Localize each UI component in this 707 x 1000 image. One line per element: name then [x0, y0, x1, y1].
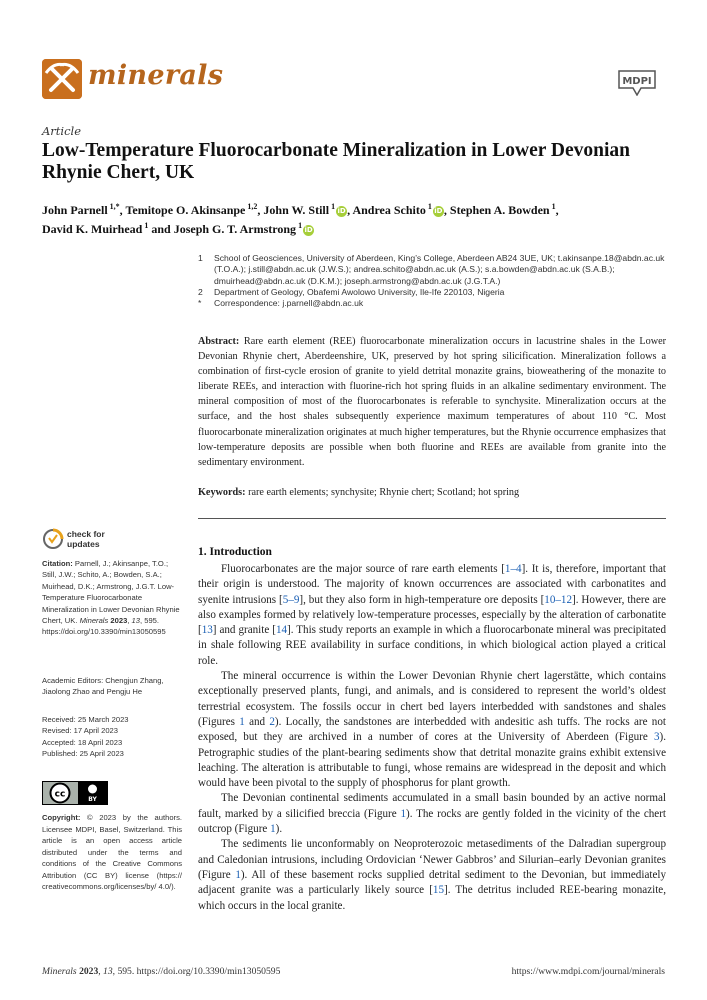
body-text: ). The rocks are gently folded in the vicinity of the chert outcrop (Figure: [198, 807, 666, 836]
author-separator: ,: [119, 203, 126, 217]
author-name: Joseph G. T. Armstrong: [173, 222, 297, 236]
body-text: ). Locally, the sandstones are interbedded with andesitic ash tuffs. The rocks are not exposed, but they are archived in a number of cores at the University of Aberdeen (Figure: [198, 715, 666, 744]
affiliation-item: [198, 298, 668, 309]
abstract: [198, 334, 666, 470]
body-text: Fluorocarbonates are the major source of rare earth elements [: [221, 563, 505, 575]
author-affiliation-marker: 1: [142, 221, 149, 230]
affiliation-text: Department of Geology, Obafemi Awolowo University, Ile-Ife 220103, Nigeria: [214, 286, 505, 297]
affiliation-item: [198, 287, 668, 298]
body-paragraph: [198, 562, 666, 669]
reference-link[interactable]: 13: [201, 624, 213, 637]
journal-logo: [42, 59, 82, 99]
reference-link[interactable]: 1: [239, 715, 245, 728]
keywords-text: rare earth elements; synchysite; Rhynie chert; Scotland; hot spring: [248, 487, 520, 498]
footer-journal: Minerals: [42, 966, 77, 977]
body-text: The sediments lie unconformably on Neoproterozoic metasediments of the Dalradian supergroup and Caledonian intrusions, including Ordovician ‘Newer Gabbros’ and Silurian–early Devonian granites (Figure: [198, 838, 666, 881]
check-updates-line1: check for: [67, 529, 105, 539]
orcid-icon[interactable]: iD: [304, 226, 313, 234]
author-separator: and: [148, 222, 174, 236]
author-separator: ,: [257, 203, 264, 217]
reference-link[interactable]: 1: [400, 807, 407, 820]
citation-year: 2023: [110, 616, 128, 626]
footer-journal-url[interactable]: https://www.mdpi.com/journal/minerals: [511, 966, 665, 977]
footer-citation: Minerals 2023, 13, 595. https://doi.org/10.3390/min13050595: [42, 966, 281, 977]
affiliation-number: 2: [198, 286, 203, 297]
date-line: Accepted: 18 April 2023: [42, 737, 123, 747]
body-paragraph: [198, 837, 666, 913]
article-type: Article: [42, 124, 82, 138]
date-line: Revised: 17 April 2023: [42, 726, 118, 736]
cc-by-license-badge[interactable]: [42, 781, 108, 805]
affiliation-number: *: [198, 298, 202, 309]
body-text: ). Petrographic studies of the plant-bearing sediments show that detrital monazite grains exhibit extensive leaching. The alteration is attributable to fungi, whose remains are widespread in the deposit and which would have been pivotal to the supply of phosphorus for plant growth.: [198, 731, 666, 790]
body-text: ] and granite [: [212, 624, 276, 637]
affiliation-text: Correspondence: j.parnell@abdn.ac.uk: [214, 298, 364, 309]
author-name: David K. Muirhead: [42, 222, 143, 236]
body-text: The mineral occurrence is within the Lower Devonian Rhynie chert lagerstätte, which contains exceptionally preserved plants, fungi, and animals, and is considered to represent the world’s oldest terrestrial ecosystem. The fossils occur in chert bed layers interbedded with sandstones and shales (Figures: [198, 670, 666, 728]
body-text: and: [244, 715, 270, 728]
body-text: ). All of these basement rocks supplied detrital sediment to the Devonian, but immediately adjacent granite was a particularly likely source [: [198, 868, 666, 897]
reference-link[interactable]: 3: [653, 731, 660, 744]
footer-year: 2023: [79, 966, 99, 977]
footer-doi[interactable]: , 595. https://doi.org/10.3390/min13050595: [112, 966, 281, 977]
copyright-label: Copyright:: [42, 813, 81, 822]
academic-editors: Academic Editors: Chengjun Zhang, Jiaolong Zhao and Pengju He: [42, 676, 164, 697]
citation-block: Citation: Parnell, J.; Akinsanpe, T.O.; Still, J.W.; Schito, A.; Bowden, S.A.; Muirhead, D.K.; Armstrong, J.G.T. Low-Temperature Fluorocarbonate Mineralization in Lower Devonian Rhynie Chert, UK. Minerals 2023, 13, 595. https://doi.org/10.3390/min13050595: [42, 559, 180, 637]
body-text: ]. However, there are also examples formed by relatively low-temperature processes, especially by the alteration of carbonatite [: [198, 593, 666, 637]
article-title: Low-Temperature Fluorocarbonate Mineralization in Lower Devonian Rhynie Chert, UK: [42, 140, 631, 183]
author-affiliation-marker: 1: [549, 202, 556, 211]
affiliation-number: 1: [198, 253, 203, 263]
author-affiliation-marker: 1: [329, 202, 336, 211]
citation-text: Parnell, J.; Akinsanpe, T.O.; Still, J.W.; Schito, A.; Bowden, S.A.; Muirhead, D.K.; Armstrong, J.G.T. Low-Temperature Fluorocarbonate Mineralization in Lower Devonian Rhynie Chert, UK.: [42, 559, 180, 626]
check-updates-line2: updates: [67, 539, 100, 549]
introduction-body: [198, 562, 666, 914]
author-affiliation-marker: 1,2: [245, 202, 258, 211]
keywords-label: Keywords:: [198, 487, 246, 498]
by-icon: BY: [88, 796, 97, 803]
author-separator: ,: [555, 203, 559, 217]
orcid-icon[interactable]: iD: [434, 207, 443, 215]
author-name: Andrea Schito: [352, 203, 426, 217]
date-line: Published: 25 April 2023: [42, 749, 124, 759]
author-separator: ,: [443, 203, 450, 217]
author-list: [42, 199, 662, 237]
journal-name: minerals: [88, 60, 224, 91]
footer-volume: 13: [103, 966, 113, 977]
reference-link[interactable]: 1–4: [504, 563, 522, 575]
reference-link[interactable]: 1: [270, 823, 276, 836]
mdpi-logo-text: MDPI: [622, 76, 652, 87]
citation-doi[interactable]: , 595. https://doi.org/10.3390/min13050595: [42, 616, 166, 637]
affiliations: [198, 253, 668, 309]
abstract-text: Rare earth element (REE) fluorocarbonate mineralization occurs in lacustrine shales in the Lower Devonian Rhynie chert, Aberdeenshire, UK, preserved by hot spring silicification. Mineralization follows a combination of first-cycle erosion of granite to yield detrital monazite grains, bioweathering of the monazite to liberate REEs, and interaction with fluorine-rich hot spring fluids in an alkaline sedimentary environment. The mineral composition of most of the fluorocarbonates is referable to synchysite. Mineralization occurs at the surface, and the host shales subsequently experience maximum temperatures of about 110 °C. Most fluorocarbonate mineralization originates at much higher temperatures, but the Rhynie occurrence emphasizes that low-temperature deposits are possible when both fluorine and REEs are available from granite into the sedimentary environment.: [198, 336, 667, 468]
body-text: ]. This study reports an example in which a fluorocarbonate mineral was precipitated in shale following REE availability in surface conditions, in which biological action played a critical role.: [198, 624, 666, 667]
reference-link[interactable]: 2: [269, 715, 275, 728]
body-text: The Devonian continental sediments accumulated in a small basin bounded by an active normal fault, marked by a silicified breccia (Figure: [198, 792, 666, 820]
author-name: John W. Still: [263, 203, 330, 217]
citation-label: Citation:: [42, 559, 73, 568]
copyright-notice: [42, 812, 182, 893]
check-for-updates-badge[interactable]: [42, 528, 162, 550]
author-affiliation-marker: 1: [425, 202, 432, 211]
body-text: ]. The detritus included REE-bearing monazite, which occurs in the local granite.: [198, 884, 666, 912]
reference-link[interactable]: 15: [432, 884, 444, 897]
section-heading: 1. Introduction: [198, 546, 272, 558]
author-affiliation-marker: 1: [296, 221, 303, 230]
affiliation-text: School of Geosciences, University of Aberdeen, King’s College, Aberdeen AB24 3UE, UK; t.akinsanpe.18@abdn.ac.uk (T.O.A.); j.still@abdn.ac.uk (J.W.S.); andrea.schito@abdn.ac.uk (A.S.); s.a.bowden@abdn.ac.uk (S.A.B.); dmuirhead@abdn.ac.uk (D.K.M.); joseph.armstrong@abdn.ac.uk (J.G.T.A.): [214, 253, 665, 286]
author-name: Temitope O. Akinsanpe: [125, 203, 246, 217]
body-text: ], but they also form in high-temperature ore deposits [: [299, 593, 545, 606]
date-line: Received: 25 March 2023: [42, 715, 129, 724]
citation-volume: 13: [131, 616, 140, 626]
abstract-label: Abstract:: [198, 336, 240, 347]
author-affiliation-marker: 1,*: [107, 202, 120, 211]
reference-link[interactable]: 10–12: [544, 593, 572, 606]
article-dates: [42, 714, 182, 760]
body-text: ]. It is, therefore, important that their origin is understood. The majority of known occurrences are associated with carbonatites and syenite intrusions [: [198, 563, 666, 606]
reference-link[interactable]: 1: [235, 868, 241, 881]
author-name: Stephen A. Bowden: [449, 203, 550, 217]
reference-link[interactable]: 5–9: [282, 593, 300, 606]
keywords: [198, 487, 666, 498]
author-name: John Parnell: [42, 203, 108, 217]
section-divider: [198, 518, 666, 519]
orcid-icon[interactable]: iD: [337, 207, 346, 215]
mdpi-logo: [616, 70, 658, 96]
body-paragraph: [198, 791, 666, 837]
body-paragraph: [198, 669, 666, 791]
cc-icon: cc: [54, 789, 66, 800]
copyright-text: © 2023 by the authors. Licensee MDPI, Basel, Switzerland. This article is an open access article distributed under the terms and conditions of the Creative Commons Attribution (CC BY) license (https:// creativecommons.org/licenses/by/ 4.0/).: [42, 813, 182, 891]
citation-journal: Minerals: [79, 616, 109, 626]
author-separator: ,: [347, 203, 353, 217]
body-text: ).: [275, 823, 283, 836]
affiliation-item: [198, 253, 668, 287]
pickaxe-icon: [42, 59, 82, 99]
reference-link[interactable]: 14: [275, 624, 288, 637]
